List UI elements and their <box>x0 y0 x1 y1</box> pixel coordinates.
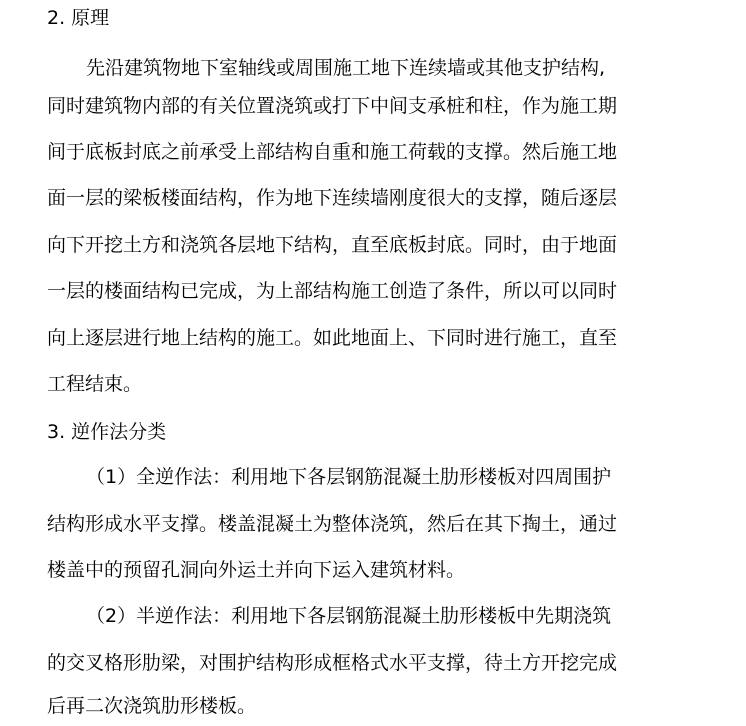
section-2-heading: 2. 原理 <box>47 7 110 29</box>
paragraph-line: （1）全逆作法：利用地下各层钢筋混凝土肋形楼板对四周围护 <box>86 466 612 488</box>
paragraph-line: 间于底板封底之前承受上部结构自重和施工荷载的支撑。然后施工地 <box>47 141 618 163</box>
paragraph-line: 向上逐层进行地上结构的施工。如此地面上、下同时进行施工，直至 <box>47 327 618 349</box>
paragraph-line: 楼盖中的预留孔洞向外运土并向下运入建筑材料。 <box>47 559 466 581</box>
paragraph-line: 工程结束。 <box>47 373 143 395</box>
paragraph-line: 一层的楼面结构已完成，为上部结构施工创造了条件，所以可以同时 <box>47 280 618 302</box>
paragraph-line: 先沿建筑物地下室轴线或周围施工地下连续墙或其他支护结构, <box>86 57 606 79</box>
paragraph-line: 面一层的梁板楼面结构，作为地下连续墙刚度很大的支撑，随后逐层 <box>47 187 618 209</box>
paragraph-line: 同时建筑物内部的有关位置浇筑或打下中间支承桩和柱，作为施工期 <box>47 95 618 117</box>
section-3-heading: 3. 逆作法分类 <box>47 421 167 443</box>
paragraph-line: 向下开挖土方和浇筑各层地下结构，直至底板封底。同时，由于地面 <box>47 234 618 256</box>
paragraph-line: 结构形成水平支撑。楼盖混凝土为整体浇筑，然后在其下掏土，通过 <box>47 513 618 535</box>
paragraph-line: 的交叉格形肋梁，对围护结构形成框格式水平支撑，待土方开挖完成 <box>47 652 618 674</box>
paragraph-line: （2）半逆作法：利用地下各层钢筋混凝土肋形楼板中先期浇筑 <box>86 605 612 627</box>
paragraph-line: 后再二次浇筑肋形楼板。 <box>47 695 257 717</box>
